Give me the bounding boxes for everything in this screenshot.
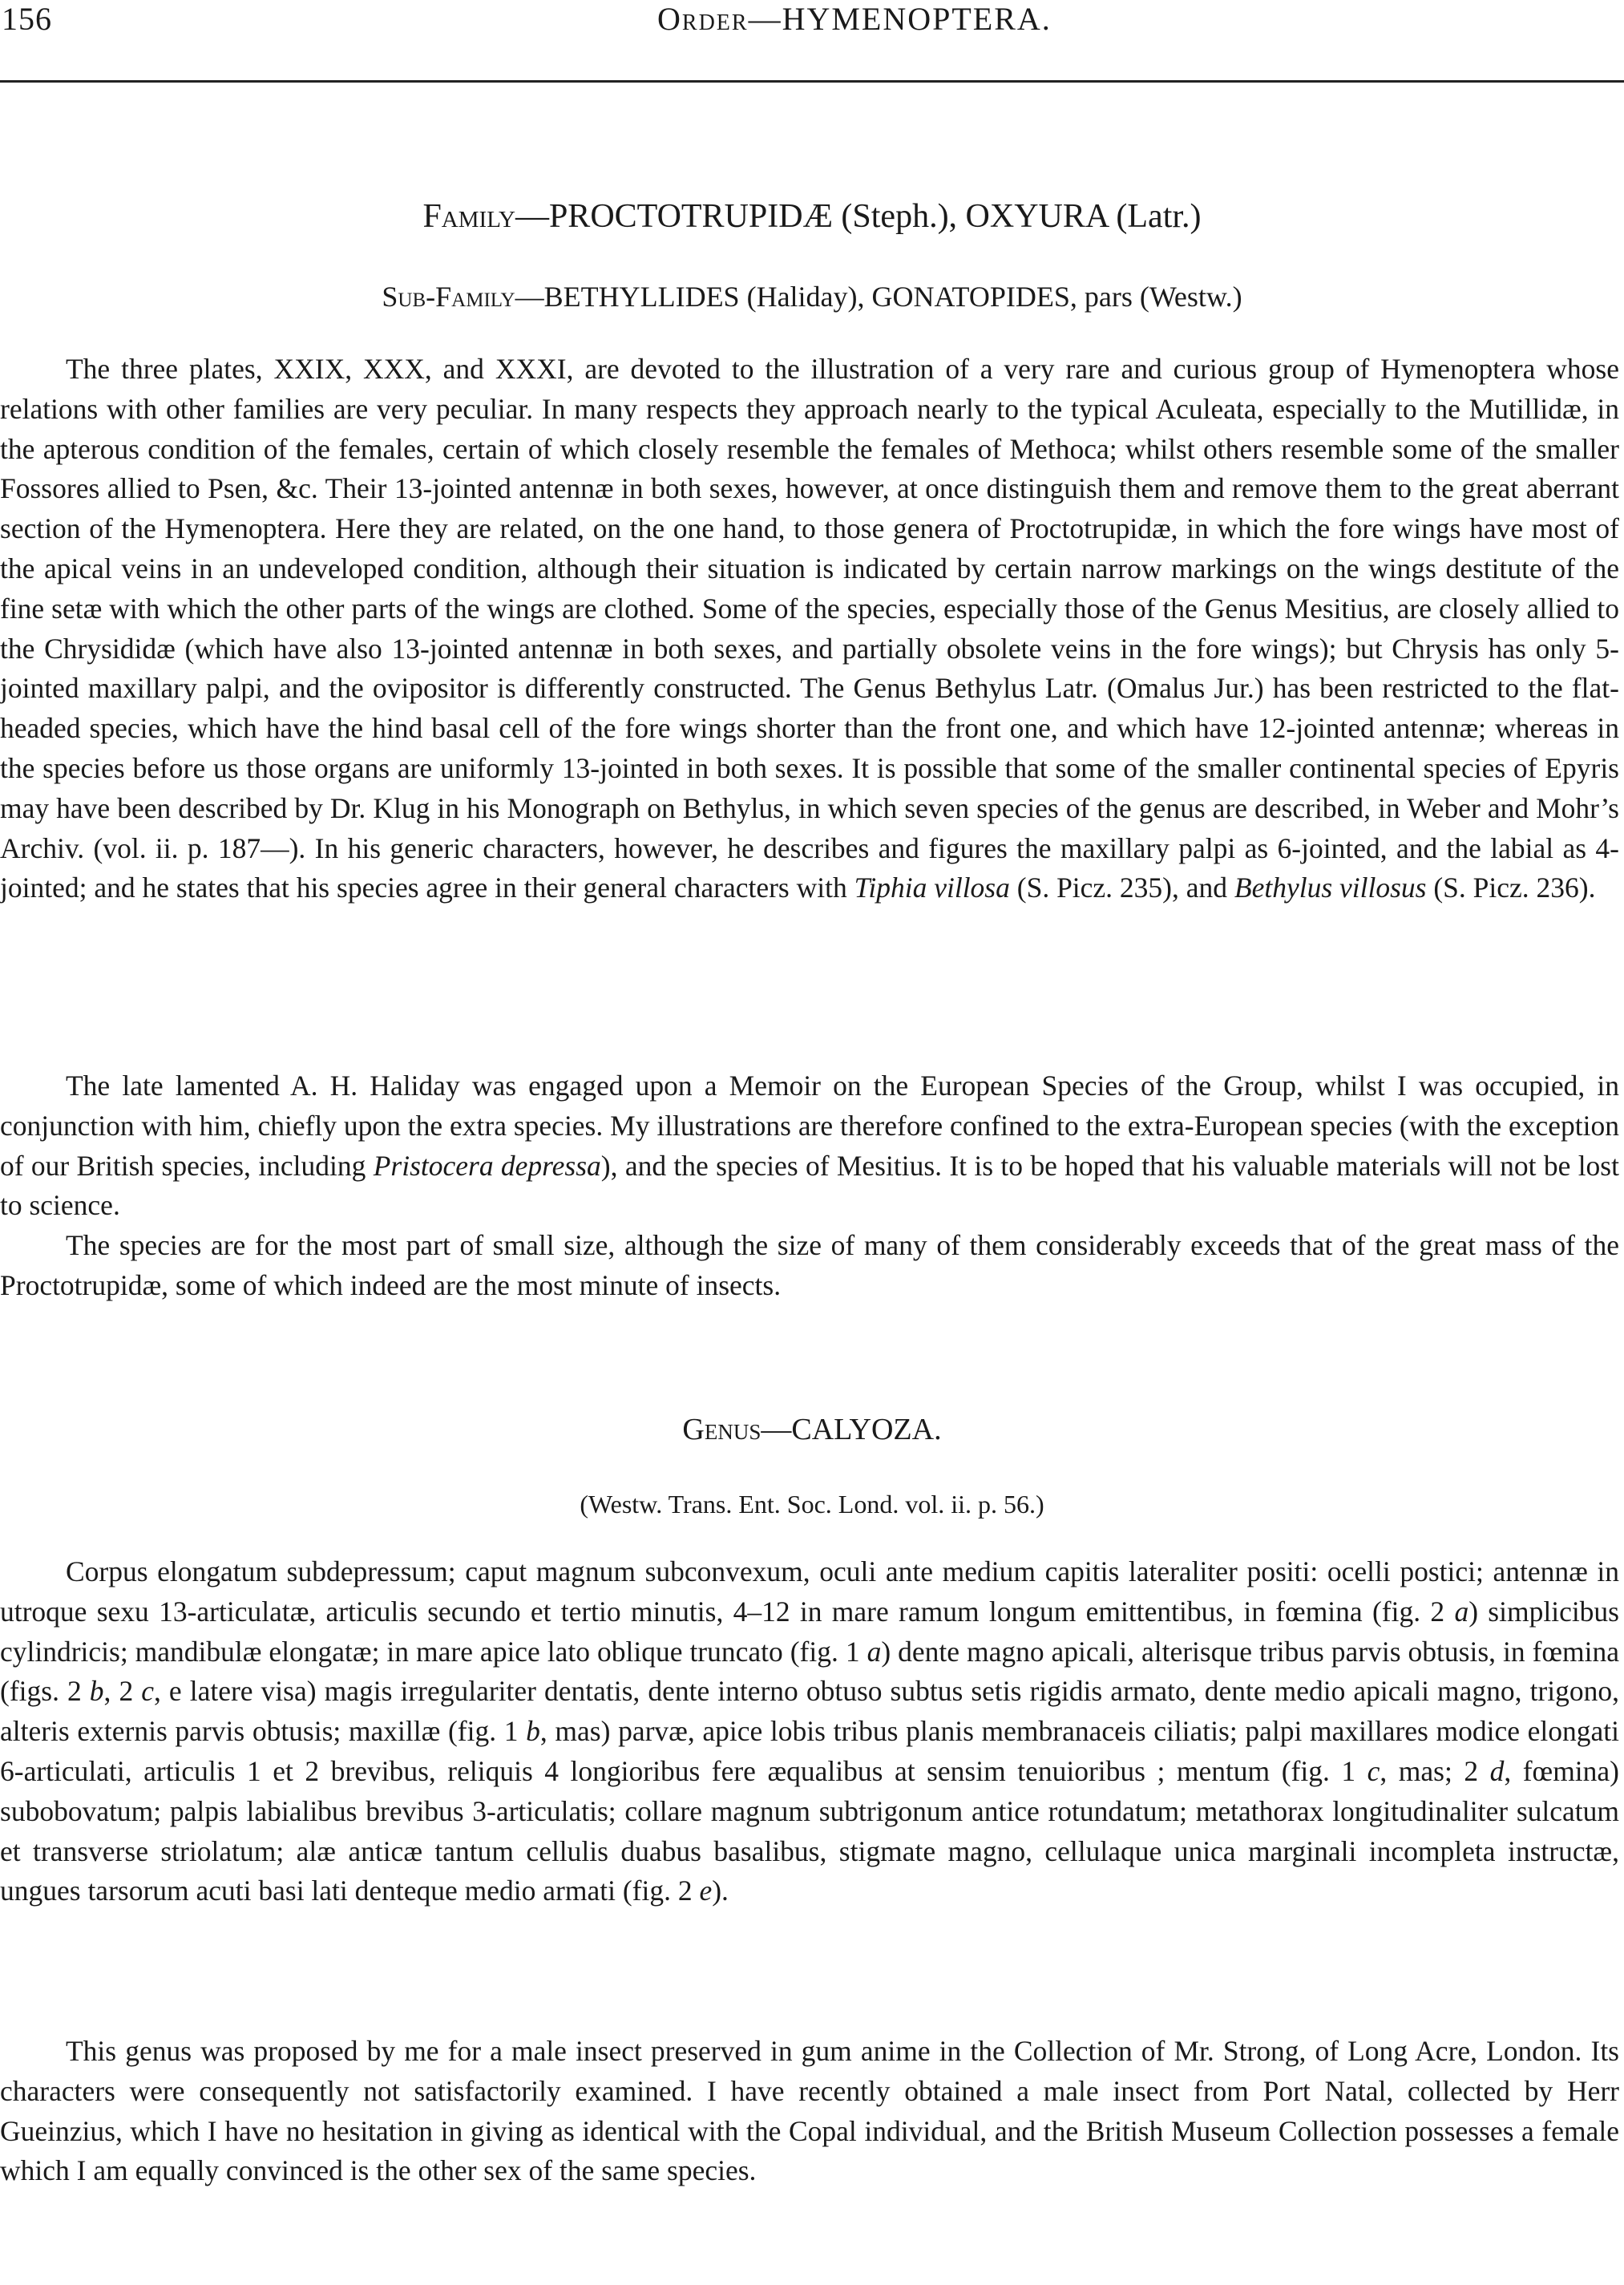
italic-run: b [89,1675,104,1708]
text-run: The species are for the most part of small size, although the size of many of them considerably exceeds that of the great mass of the Proctotrupidæ, some of which indeed are the most minute of insects. [0,1229,1619,1301]
genus-name: —CALYOZA. [761,1413,942,1446]
text-run: ) simplicibus cylindricis; mandibulæ elongatæ; in mare apice lato oblique truncato (fig. 1 [0,1595,1620,1668]
page-number: 156 [2,1,52,37]
italic-run: Bethylus villosus [1234,872,1427,904]
genus-discussion-paragraph [0,2032,1619,2191]
family-name: —PROCTOTRUPIDÆ (Steph.), OXYURA (Latr.) [515,198,1202,235]
text-run: This genus was proposed by me for a male insect preserved in gum anime in the Collection of Mr. Strong, of Long Acre, London. Its characters were consequently not satisfactorily examined. I have recently obtained a male insect from Port Natal, collected by Herr Gueinzius, which I have no hesitation in giving as identical with the Copal individual, and the British Museum Collection possesses a female which I am equally convinced is the other sex of the same species. [0,2035,1619,2187]
text-run: The three plates, XXIX, XXX, and XXXI, are devoted to the illustration of a very rare and curious group of Hymenoptera whose relations with other families are very peculiar. In many respects they approach nearly to the typical Aculeata, especially to the Mutillidæ, in the apterous condition of the females, certain of which closely resemble the females of Methoca; whilst others resemble some of the smaller Fossores allied to Psen, &c. Their 13-jointed antennæ in both sexes, however, at once distinguish them and remove them to the great aberrant section of the Hymenoptera. Here they are related, on the one hand, to those genera of Proctotrupidæ, in which the fore wings have most of the apical veins in an undeveloped condition, although their situation is indicated by certain narrow markings on the wings destitute of the fine setæ with which the other parts of the wings are clothed. Some of the species, especially those of the Genus Mesitius, are closely allied to the Chrysididæ (which have also 13-jointed antennæ in both sexes, and partially obsolete veins in the fore wings); but Chrysis has only 5-jointed maxillary palpi, and the ovipositor is differently constructed. The Genus Bethylus Latr. (Omalus Jur.) has been restricted to the flat-headed species, which have the hind basal cell of the fore wings shorter than the front one, and which have 12-jointed antennæ; whereas in the species before us those organs are uniformly 13-jointed in both sexes. It is possible that some of the smaller continental species of Epyris may have been described by Dr. Klug in his Monograph on Bethylus, in which seven species of the genus are described, in Weber and Mohr’s Archiv. (vol. ii. p. 187—). In his generic characters, however, he describes and figures the maxillary palpi as 6-jointed, and the labial as 4-jointed; and he states that his species agree in their general characters with [0,353,1619,904]
family-rank-label: Family [422,198,515,235]
genus-rank-label: Genus [682,1413,762,1446]
subfamily-heading [0,279,1624,314]
text-run: (S. Picz. 235), and [1009,872,1234,904]
text-run: The late lamented A. H. Haliday was engaged upon a Memoir on the European Species of the Group, whilst I was occupied, in conjunction with him, chiefly upon the extra species. My illustrations are therefore confined to the extra-European species (with the exception of our British species, including [0,1070,1619,1182]
intro-paragraph [0,1066,1619,1226]
intro-paragraph [0,350,1619,908]
text-run: ), and the species of Mesitius. It is to be hoped that his valuable materials will not be lost to science. [0,1149,1619,1222]
text-run: ). [712,1875,729,1907]
italic-run: Pristocera depressa [373,1149,601,1182]
italic-run: a [867,1635,882,1668]
italic-run: b [526,1715,540,1748]
header-rule [0,80,1624,83]
intro-paragraph [0,1226,1619,1306]
italic-run: a [1454,1595,1469,1628]
text-run: , 2 [103,1675,142,1708]
italic-run: c [1367,1754,1380,1787]
italic-run: Tiphia villosa [854,872,1010,904]
text-run: , mas) parvæ, apice lobis tribus planis membranaceis ciliatis; palpi maxillares modice elongati 6-articulati, articulis 1 et 2 brevibus, reliquis 4 longioribus fere æqualibus at sensim tenuioribus ; mentum (fig. 1 [0,1715,1619,1787]
text-run: (S. Picz. 236). [1426,872,1596,904]
subfamily-rank-label: Sub-Family [382,281,515,313]
italic-run: e [699,1875,713,1907]
text-run: , mas; 2 [1380,1754,1490,1787]
italic-run: c [141,1675,154,1708]
text-run: ) dente magno apicali, alterisque tribus parvis obtusis, in fœmina (figs. 2 [0,1635,1620,1708]
text-run: , fœmina) subobovatum; palpis labialibus brevibus 3-articulatis; collare magnum subtrigonum antice rotundatum; metathorax longitudinaliter sulcatum et transverse striolatum; alæ anticæ tantum cellulis duabus basalibus, stigmate magno, cellulaque unica marginali incompleta instructæ, ungues tarsorum acuti basi lati denteque medio armati (fig. 2 [0,1754,1619,1907]
genus-heading [0,1411,1624,1448]
genus-reference: (Westw. Trans. Ent. Soc. Lond. vol. ii. p. 56.) [580,1490,1044,1519]
genus-description-paragraph [0,1552,1619,1911]
text-run: , e latere visa) magis irregulariter dentatis, dente interno obtuso subtus setis rigidis armato, dente medio apicali magno, trigono, alteris externis parvis obtusis; maxillæ (fig. 1 [0,1675,1619,1748]
italic-run: d [1489,1754,1505,1787]
running-title: Order—HYMENOPTERA. [657,1,1052,37]
subfamily-name: —BETHYLLIDES (Haliday), GONATOPIDES, pars (Westw.) [515,281,1242,313]
text-run: Corpus elongatum subdepressum; caput magnum subconvexum, oculi ante medium capitis lateraliter positi: ocelli postici; antennæ in utroque sexu 13-articulatæ, articulis secundo et tertio minutis, 4–12 in mare ramum longum emittentibus, in fœmina (fig. 2 [0,1555,1619,1628]
running-head [0,0,1624,56]
family-heading [0,196,1624,237]
